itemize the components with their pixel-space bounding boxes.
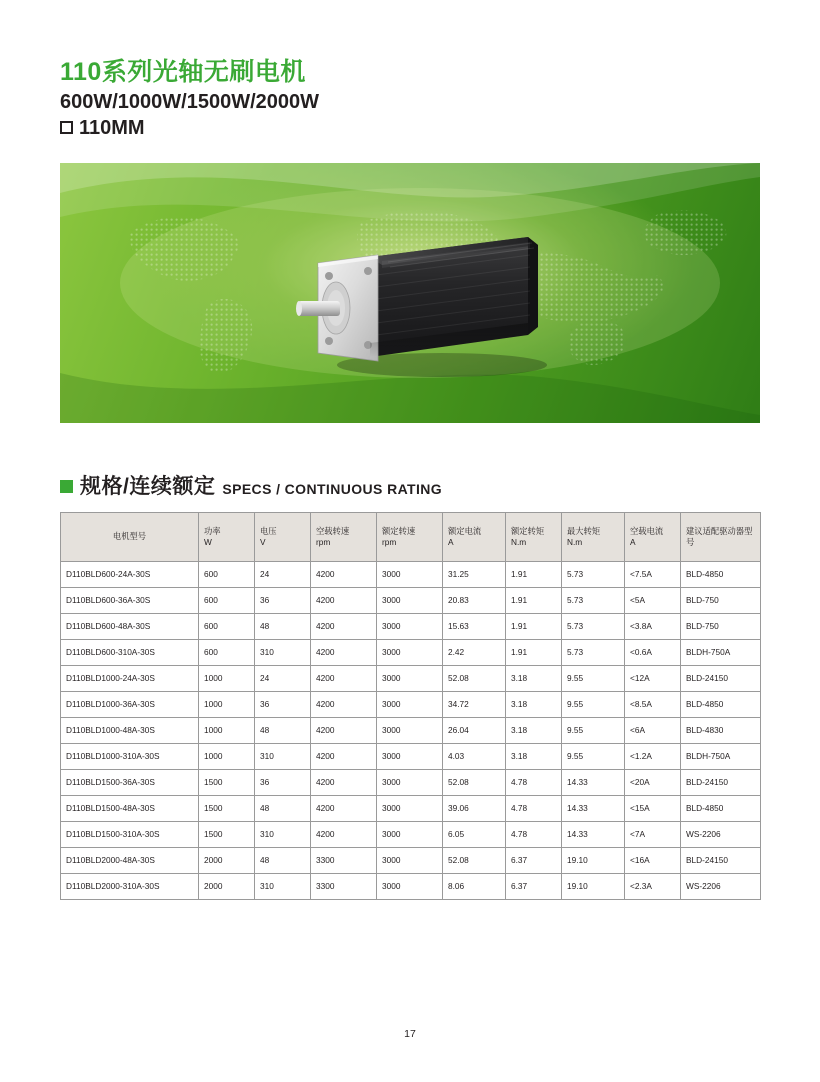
cell-rated-current: 2.42 <box>443 640 506 666</box>
cell-noload-speed: 4200 <box>311 770 377 796</box>
cell-rated-speed: 3000 <box>377 744 443 770</box>
cell-driver-model: BLD-4850 <box>681 692 761 718</box>
header-label-cn: 额定转速 <box>382 525 416 536</box>
cell-max-torque: 19.10 <box>562 874 625 900</box>
cell-driver-model: BLD-4850 <box>681 562 761 588</box>
cell-noload-speed: 4200 <box>311 796 377 822</box>
cell-voltage: 310 <box>255 874 311 900</box>
cell-power: 600 <box>199 640 255 666</box>
table-row <box>61 848 761 874</box>
table-row <box>61 588 761 614</box>
cell-noload-speed: 4200 <box>311 562 377 588</box>
cell-model: D110BLD600-310A-30S <box>61 640 199 666</box>
cell-max-torque: 5.73 <box>562 562 625 588</box>
cell-max-torque: 14.33 <box>562 822 625 848</box>
cell-noload-speed: 4200 <box>311 718 377 744</box>
cell-power: 600 <box>199 614 255 640</box>
header-label-unit: N.m <box>567 537 583 547</box>
cell-noload-current: <3.8A <box>625 614 681 640</box>
cell-rated-torque: 3.18 <box>506 692 562 718</box>
cell-driver-model: BLD-4850 <box>681 796 761 822</box>
cell-rated-torque: 1.91 <box>506 640 562 666</box>
cell-voltage: 36 <box>255 770 311 796</box>
cell-model: D110BLD1500-310A-30S <box>61 822 199 848</box>
green-square-bullet-icon <box>60 480 73 493</box>
cell-rated-speed: 3000 <box>377 640 443 666</box>
cell-driver-model: BLD-4830 <box>681 718 761 744</box>
frame-size-label: 110MM <box>79 116 145 139</box>
cell-rated-current: 34.72 <box>443 692 506 718</box>
cell-noload-current: <8.5A <box>625 692 681 718</box>
header-label-unit: rpm <box>382 537 397 547</box>
cell-rated-speed: 3000 <box>377 770 443 796</box>
col-header-power <box>199 513 255 562</box>
cell-noload-current: <1.2A <box>625 744 681 770</box>
col-header-rated-current <box>443 513 506 562</box>
header-label-unit: rpm <box>316 537 331 547</box>
header-label-cn: 空载转速 <box>316 525 350 536</box>
square-outline-icon <box>60 121 73 134</box>
cell-voltage: 48 <box>255 796 311 822</box>
cell-driver-model: WS-2206 <box>681 822 761 848</box>
cell-max-torque: 9.55 <box>562 692 625 718</box>
cell-rated-speed: 3000 <box>377 822 443 848</box>
cell-rated-current: 8.06 <box>443 874 506 900</box>
header-label-unit: A <box>448 537 454 547</box>
cell-max-torque: 5.73 <box>562 640 625 666</box>
table-row <box>61 692 761 718</box>
cell-max-torque: 5.73 <box>562 614 625 640</box>
cell-power: 1000 <box>199 718 255 744</box>
cell-model: D110BLD1000-36A-30S <box>61 692 199 718</box>
cell-voltage: 48 <box>255 848 311 874</box>
cell-max-torque: 19.10 <box>562 848 625 874</box>
table-row <box>61 822 761 848</box>
cell-model: D110BLD1500-36A-30S <box>61 770 199 796</box>
col-header-model <box>61 513 199 562</box>
bldc-motor-photo <box>292 215 562 380</box>
cell-voltage: 310 <box>255 822 311 848</box>
table-row <box>61 614 761 640</box>
cell-driver-model: BLDH-750A <box>681 744 761 770</box>
cell-rated-torque: 3.18 <box>506 718 562 744</box>
cell-model: D110BLD600-36A-30S <box>61 588 199 614</box>
cell-model: D110BLD600-48A-30S <box>61 614 199 640</box>
header-label-cn: 功率 <box>204 525 221 536</box>
cell-voltage: 36 <box>255 588 311 614</box>
cell-power: 1500 <box>199 796 255 822</box>
col-header-noload-speed <box>311 513 377 562</box>
header-label-unit: W <box>204 537 212 547</box>
cell-driver-model: BLD-24150 <box>681 848 761 874</box>
cell-noload-current: <0.6A <box>625 640 681 666</box>
cell-model: D110BLD2000-48A-30S <box>61 848 199 874</box>
page-number: 17 <box>404 1028 416 1040</box>
cell-rated-speed: 3000 <box>377 796 443 822</box>
col-header-max-torque <box>562 513 625 562</box>
table-row <box>61 744 761 770</box>
cell-power: 1500 <box>199 822 255 848</box>
header-label-unit: V <box>260 537 266 547</box>
cell-rated-speed: 3000 <box>377 848 443 874</box>
cell-noload-speed: 3300 <box>311 848 377 874</box>
cell-rated-speed: 3000 <box>377 588 443 614</box>
col-header-voltage <box>255 513 311 562</box>
cell-power: 2000 <box>199 848 255 874</box>
cell-power: 1000 <box>199 666 255 692</box>
cell-rated-current: 4.03 <box>443 744 506 770</box>
cell-noload-speed: 4200 <box>311 588 377 614</box>
cell-voltage: 310 <box>255 744 311 770</box>
header-label-cn: 额定电流 <box>448 525 482 536</box>
cell-rated-current: 52.08 <box>443 848 506 874</box>
cell-voltage: 36 <box>255 692 311 718</box>
cell-rated-current: 31.25 <box>443 562 506 588</box>
cell-max-torque: 5.73 <box>562 588 625 614</box>
cell-noload-current: <5A <box>625 588 681 614</box>
section-heading <box>60 476 442 497</box>
cell-noload-speed: 4200 <box>311 614 377 640</box>
cell-rated-current: 6.05 <box>443 822 506 848</box>
cell-rated-speed: 3000 <box>377 666 443 692</box>
hero-banner <box>60 163 760 423</box>
cell-max-torque: 9.55 <box>562 666 625 692</box>
cell-noload-speed: 4200 <box>311 822 377 848</box>
header-label-cn: 电压 <box>260 525 277 536</box>
cell-noload-current: <6A <box>625 718 681 744</box>
cell-model: D110BLD2000-310A-30S <box>61 874 199 900</box>
table-row <box>61 796 761 822</box>
cell-noload-current: <12A <box>625 666 681 692</box>
header-label-cn: 建议适配驱动器型号 <box>686 525 753 547</box>
cell-driver-model: BLD-24150 <box>681 666 761 692</box>
cell-noload-current: <20A <box>625 770 681 796</box>
cell-rated-torque: 4.78 <box>506 822 562 848</box>
cell-rated-torque: 4.78 <box>506 796 562 822</box>
cell-rated-current: 52.08 <box>443 770 506 796</box>
cell-max-torque: 14.33 <box>562 770 625 796</box>
cell-noload-current: <7A <box>625 822 681 848</box>
cell-max-torque: 9.55 <box>562 718 625 744</box>
cell-max-torque: 9.55 <box>562 744 625 770</box>
cell-rated-speed: 3000 <box>377 614 443 640</box>
cell-max-torque: 14.33 <box>562 796 625 822</box>
cell-model: D110BLD1000-24A-30S <box>61 666 199 692</box>
cell-rated-speed: 3000 <box>377 718 443 744</box>
table-row <box>61 770 761 796</box>
section-heading-cn: 规格/连续额定 <box>80 475 216 498</box>
cell-rated-torque: 3.18 <box>506 744 562 770</box>
cell-voltage: 48 <box>255 718 311 744</box>
cell-rated-torque: 1.91 <box>506 562 562 588</box>
cell-power: 600 <box>199 562 255 588</box>
cell-rated-current: 52.08 <box>443 666 506 692</box>
table-row <box>61 874 761 900</box>
cell-noload-speed: 4200 <box>311 692 377 718</box>
header-label-cn: 电机型号 <box>112 531 147 542</box>
cell-rated-current: 20.83 <box>443 588 506 614</box>
header-label-unit: A <box>630 537 636 547</box>
cell-rated-current: 26.04 <box>443 718 506 744</box>
cell-voltage: 24 <box>255 666 311 692</box>
cell-noload-speed: 4200 <box>311 744 377 770</box>
cell-voltage: 48 <box>255 614 311 640</box>
header-label-cn: 额定转矩 <box>511 525 545 536</box>
cell-model: D110BLD1500-48A-30S <box>61 796 199 822</box>
col-header-noload-current <box>625 513 681 562</box>
cell-power: 2000 <box>199 874 255 900</box>
cell-voltage: 310 <box>255 640 311 666</box>
cell-noload-current: <7.5A <box>625 562 681 588</box>
cell-model: D110BLD600-24A-30S <box>61 562 199 588</box>
cell-rated-torque: 4.78 <box>506 770 562 796</box>
col-header-rated-speed <box>377 513 443 562</box>
cell-driver-model: BLDH-750A <box>681 640 761 666</box>
cell-power: 1000 <box>199 744 255 770</box>
cell-power: 600 <box>199 588 255 614</box>
cell-driver-model: WS-2206 <box>681 874 761 900</box>
cell-noload-current: <15A <box>625 796 681 822</box>
cell-model: D110BLD1000-310A-30S <box>61 744 199 770</box>
frame-size-row <box>60 118 760 138</box>
cell-rated-torque: 6.37 <box>506 874 562 900</box>
cell-noload-speed: 3300 <box>311 874 377 900</box>
col-header-rated-torque <box>506 513 562 562</box>
cell-rated-speed: 3000 <box>377 874 443 900</box>
table-row <box>61 562 761 588</box>
cell-rated-torque: 1.91 <box>506 588 562 614</box>
cell-driver-model: BLD-24150 <box>681 770 761 796</box>
header-label-cn: 空载电流 <box>630 525 664 536</box>
header-label-unit: N.m <box>511 537 527 547</box>
cell-power: 1000 <box>199 692 255 718</box>
table-header-row <box>61 513 761 562</box>
cell-voltage: 24 <box>255 562 311 588</box>
cell-model: D110BLD1000-48A-30S <box>61 718 199 744</box>
cell-noload-speed: 4200 <box>311 640 377 666</box>
table-row <box>61 640 761 666</box>
cell-driver-model: BLD-750 <box>681 614 761 640</box>
cell-noload-speed: 4200 <box>311 666 377 692</box>
cell-rated-current: 15.63 <box>443 614 506 640</box>
cell-rated-speed: 3000 <box>377 562 443 588</box>
cell-rated-torque: 6.37 <box>506 848 562 874</box>
table-row <box>61 718 761 744</box>
page-header <box>60 58 760 138</box>
header-label-cn: 最大转矩 <box>567 525 601 536</box>
cell-rated-speed: 3000 <box>377 692 443 718</box>
cell-rated-torque: 3.18 <box>506 666 562 692</box>
cell-power: 1500 <box>199 770 255 796</box>
cell-rated-current: 39.06 <box>443 796 506 822</box>
col-header-driver-model <box>681 513 761 562</box>
cell-driver-model: BLD-750 <box>681 588 761 614</box>
table-row <box>61 666 761 692</box>
page-title: 110系列光轴无刷电机 <box>60 58 306 86</box>
section-heading-en: SPECS / CONTINUOUS RATING <box>222 481 443 497</box>
cell-noload-current: <16A <box>625 848 681 874</box>
cell-rated-torque: 1.91 <box>506 614 562 640</box>
power-subtitle: 600W/1000W/1500W/2000W <box>60 90 320 113</box>
cell-noload-current: <2.3A <box>625 874 681 900</box>
specs-table <box>60 512 761 900</box>
